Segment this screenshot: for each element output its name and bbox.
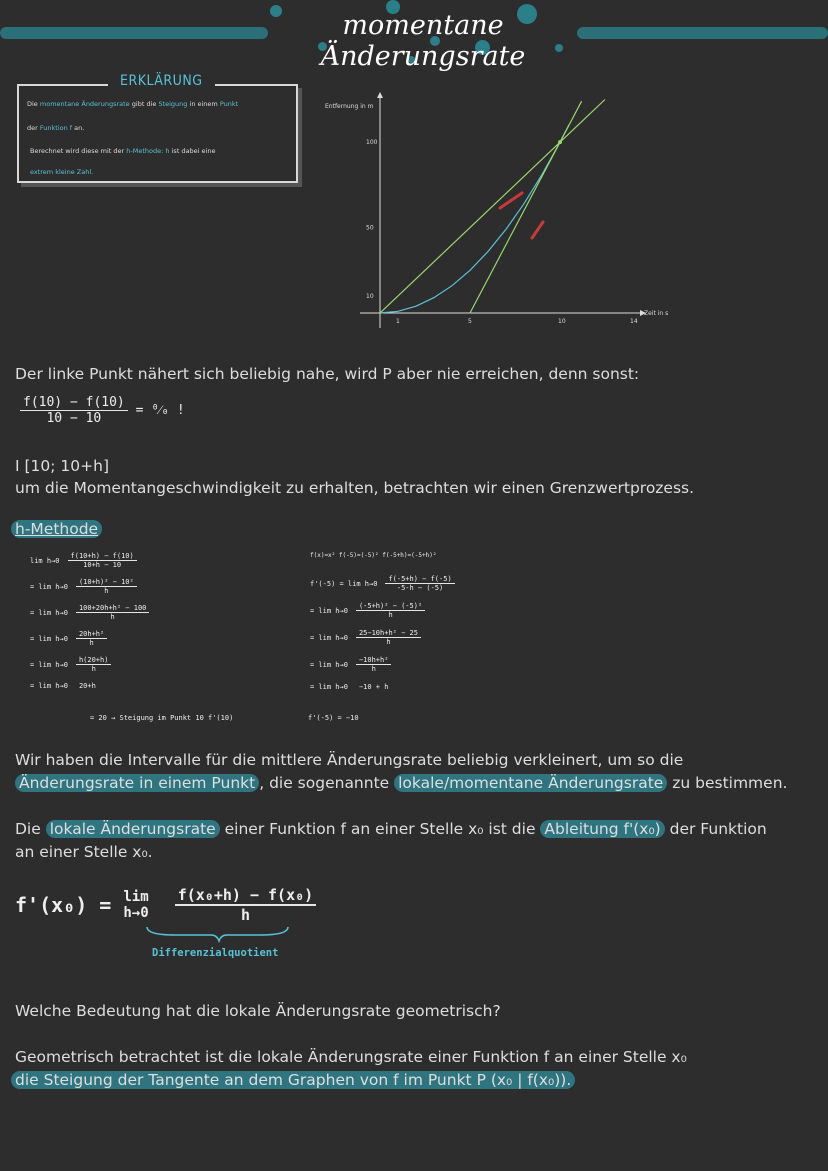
- y-axis-arrow: [377, 92, 383, 98]
- calc-numerator: f(10+h) − f(10): [68, 552, 137, 561]
- limit-label: lim: [123, 889, 149, 905]
- calc-row: [30, 604, 149, 621]
- calc-row: [30, 682, 99, 690]
- interval-text: I [10; 10+h]: [15, 457, 109, 475]
- calc-row: [30, 630, 107, 647]
- calc-fraction: [76, 682, 99, 690]
- fraction-denominator: 10 − 10: [46, 411, 102, 426]
- explanation-line-2: [27, 124, 84, 132]
- function-curve: [380, 125, 569, 313]
- text-accent: h: [165, 147, 170, 155]
- text-accent: momentane Änderungsrate: [39, 100, 130, 108]
- calc-limit: = lim h→0: [310, 606, 348, 615]
- title-bar-right: [577, 27, 828, 39]
- calc-row: [30, 656, 111, 673]
- question-text: Welche Bedeutung hat die lokale Änderungsrate geometrisch?: [15, 1002, 501, 1020]
- text-paragraph-4-line-2: an einer Stelle x₀.: [15, 843, 153, 861]
- point-p: [558, 140, 562, 144]
- calc-fraction: [356, 656, 392, 673]
- calc-denominator: h: [89, 639, 94, 647]
- text: gibt die: [131, 100, 157, 108]
- highlighted-text: Ableitung f'(x₀): [540, 820, 664, 838]
- calc-row: [30, 578, 137, 595]
- calc-fraction: [76, 604, 149, 621]
- fraction-numerator: f(10) − f(10): [20, 395, 128, 411]
- calc-fraction: [68, 552, 137, 569]
- calc-fraction: [385, 575, 454, 592]
- calc-row: [30, 552, 137, 569]
- answer-line-1: Geometrisch betrachtet ist die lokale Änderungsrate einer Funktion f an einer Stelle x₀: [15, 1048, 687, 1066]
- text-paragraph-3-line-1: Wir haben die Intervalle für die mittlere Änderungsrate beliebig verkleinert, um so die: [15, 751, 684, 769]
- highlighted-text: lokale Änderungsrate: [46, 820, 220, 838]
- text: an.: [74, 124, 85, 132]
- right-result: f'(-5) = −10: [308, 714, 359, 722]
- text-accent: h-Methode:: [126, 147, 164, 155]
- y-tick-label: 50: [366, 224, 374, 232]
- calc-row: [310, 602, 425, 619]
- calc-numerator: f(-5+h) − f(-5): [385, 575, 454, 584]
- x-tick-label: 5: [468, 318, 472, 325]
- calc-denominator: h: [110, 613, 115, 621]
- formula-lhs: f'(x₀) =: [15, 893, 124, 917]
- text-accent: Punkt: [219, 100, 239, 108]
- calc-row: [310, 575, 455, 592]
- x-tick-label: 14: [630, 318, 638, 325]
- y-tick-label: 100: [366, 139, 378, 147]
- explanation-line-1: [27, 100, 238, 108]
- derivative-formula: [15, 886, 316, 924]
- calc-numerator: 25−10h+h² − 25: [356, 629, 421, 638]
- highlighted-text: h-Methode: [11, 520, 102, 538]
- answer-line-2: [11, 1071, 575, 1089]
- y-tick-label: 10: [366, 292, 374, 300]
- text: der Funktion: [664, 820, 767, 838]
- calc-numerator: h(20+h): [76, 656, 112, 665]
- text: der: [27, 124, 38, 132]
- calc-fraction: [356, 602, 425, 619]
- calc-limit: = lim h→0: [30, 608, 68, 617]
- text-accent: extrem kleine Zahl.: [30, 168, 94, 176]
- secant-line: [380, 100, 605, 314]
- calc-numerator: (10+h)² − 10²: [76, 578, 137, 587]
- right-head: f(x)=x² f(-5)=(-5)² f(-5+h)=(-5+h)²: [310, 552, 437, 559]
- highlighted-text: die Steigung der Tangente an dem Graphen von f im Punkt P (x₀ | f(x₀)).: [11, 1071, 575, 1089]
- limit: [123, 889, 148, 921]
- text: Die: [15, 820, 46, 838]
- text-paragraph-4-line-1: [15, 820, 767, 838]
- limit-subscript: h→0: [123, 905, 149, 921]
- calc-limit: = lim h→0: [30, 634, 68, 643]
- calc-limit: = lim h→0: [310, 683, 348, 691]
- calc-fraction: [356, 683, 392, 691]
- calc-numerator: −10h+h²: [356, 656, 392, 665]
- calc-row: [310, 629, 421, 646]
- text-paragraph-1: Der linke Punkt nähert sich beliebig nahe, wird P aber nie erreichen, denn sonst:: [15, 365, 640, 383]
- calc-numerator: −10 + h: [358, 683, 389, 691]
- calc-limit: = lim h→0: [310, 660, 348, 669]
- difference-quotient: [175, 886, 316, 924]
- calc-denominator: h: [386, 638, 391, 646]
- y-axis-label: Entfernung in m: [325, 103, 374, 110]
- text-paragraph-3-line-2: [15, 774, 787, 792]
- formula-caption: Differenzialquotient: [152, 947, 279, 959]
- calc-numerator: (-5+h)² − (-5)²: [356, 602, 425, 611]
- text-paragraph-2: um die Momentangeschwindigkeit zu erhalten, betrachten wir einen Grenzwertprozess.: [15, 479, 695, 497]
- calc-limit: = lim h→0: [30, 660, 68, 669]
- text: ist dabei eine: [171, 147, 216, 155]
- x-tick-label: 10: [558, 318, 566, 325]
- calc-row: [310, 656, 391, 673]
- highlighted-text: Änderungsrate in einem Punkt: [15, 774, 259, 792]
- calc-fraction: [76, 578, 137, 595]
- calc-fraction: [76, 656, 112, 673]
- calc-limit: = lim h→0: [30, 582, 68, 591]
- calc-denominator: h: [91, 665, 96, 673]
- calc-numerator: 100+20h+h² − 100: [76, 604, 149, 613]
- calc-denominator: h: [104, 587, 109, 595]
- brace: [145, 925, 290, 943]
- title-bar-left: [0, 27, 268, 39]
- text: zu bestimmen.: [667, 774, 788, 792]
- graph-chart: [300, 88, 690, 338]
- explanation-line-3: [30, 147, 215, 155]
- fraction-numerator: f(x₀+h) − f(x₀): [175, 886, 316, 906]
- calc-limit: = lim h→0: [30, 682, 68, 690]
- text: Berechnet wird diese mit der: [30, 147, 125, 155]
- h-method-heading: [11, 520, 102, 538]
- text: Die: [27, 100, 38, 108]
- fraction-result: = ⁰⁄₀ !: [135, 403, 185, 418]
- x-axis-label: Zeit in s: [644, 310, 669, 317]
- text: einer Funktion f an einer Stelle x₀ ist die: [219, 820, 541, 838]
- calc-fraction: [356, 629, 421, 646]
- fraction-denominator: h: [240, 906, 250, 924]
- calc-limit: f'(-5) = lim h→0: [310, 579, 378, 588]
- text-accent: Steigung: [158, 100, 188, 108]
- tangent-line: [470, 101, 582, 313]
- explanation-line-4: [30, 168, 93, 176]
- calc-denominator: h: [371, 665, 376, 673]
- text-accent: Funktion f: [39, 124, 73, 132]
- explanation-heading: ERKLÄRUNG: [108, 73, 215, 89]
- calc-numerator: 20+h: [78, 682, 96, 690]
- fraction: [20, 395, 128, 426]
- calc-limit: lim h→0: [30, 556, 60, 565]
- calc-numerator: 20h+h²: [76, 630, 107, 639]
- calc-limit: = lim h→0: [310, 633, 348, 642]
- division-by-zero: [20, 395, 185, 426]
- text: , die sogenannte: [259, 774, 395, 792]
- calc-denominator: h: [388, 611, 393, 619]
- x-tick-label: 1: [396, 318, 400, 325]
- calc-row: [310, 683, 391, 691]
- tangent-mark: [532, 222, 543, 238]
- left-result: = 20 → Steigung im Punkt 10 f'(10): [90, 714, 234, 722]
- page-title: momentane Änderungsrate: [320, 10, 526, 72]
- highlighted-text: lokale/momentane Änderungsrate: [394, 774, 667, 792]
- calc-denominator: 10+h − 10: [83, 561, 122, 569]
- calc-fraction: [76, 630, 107, 647]
- text: in einem: [189, 100, 218, 108]
- calc-denominator: -5-h − (-5): [396, 584, 444, 592]
